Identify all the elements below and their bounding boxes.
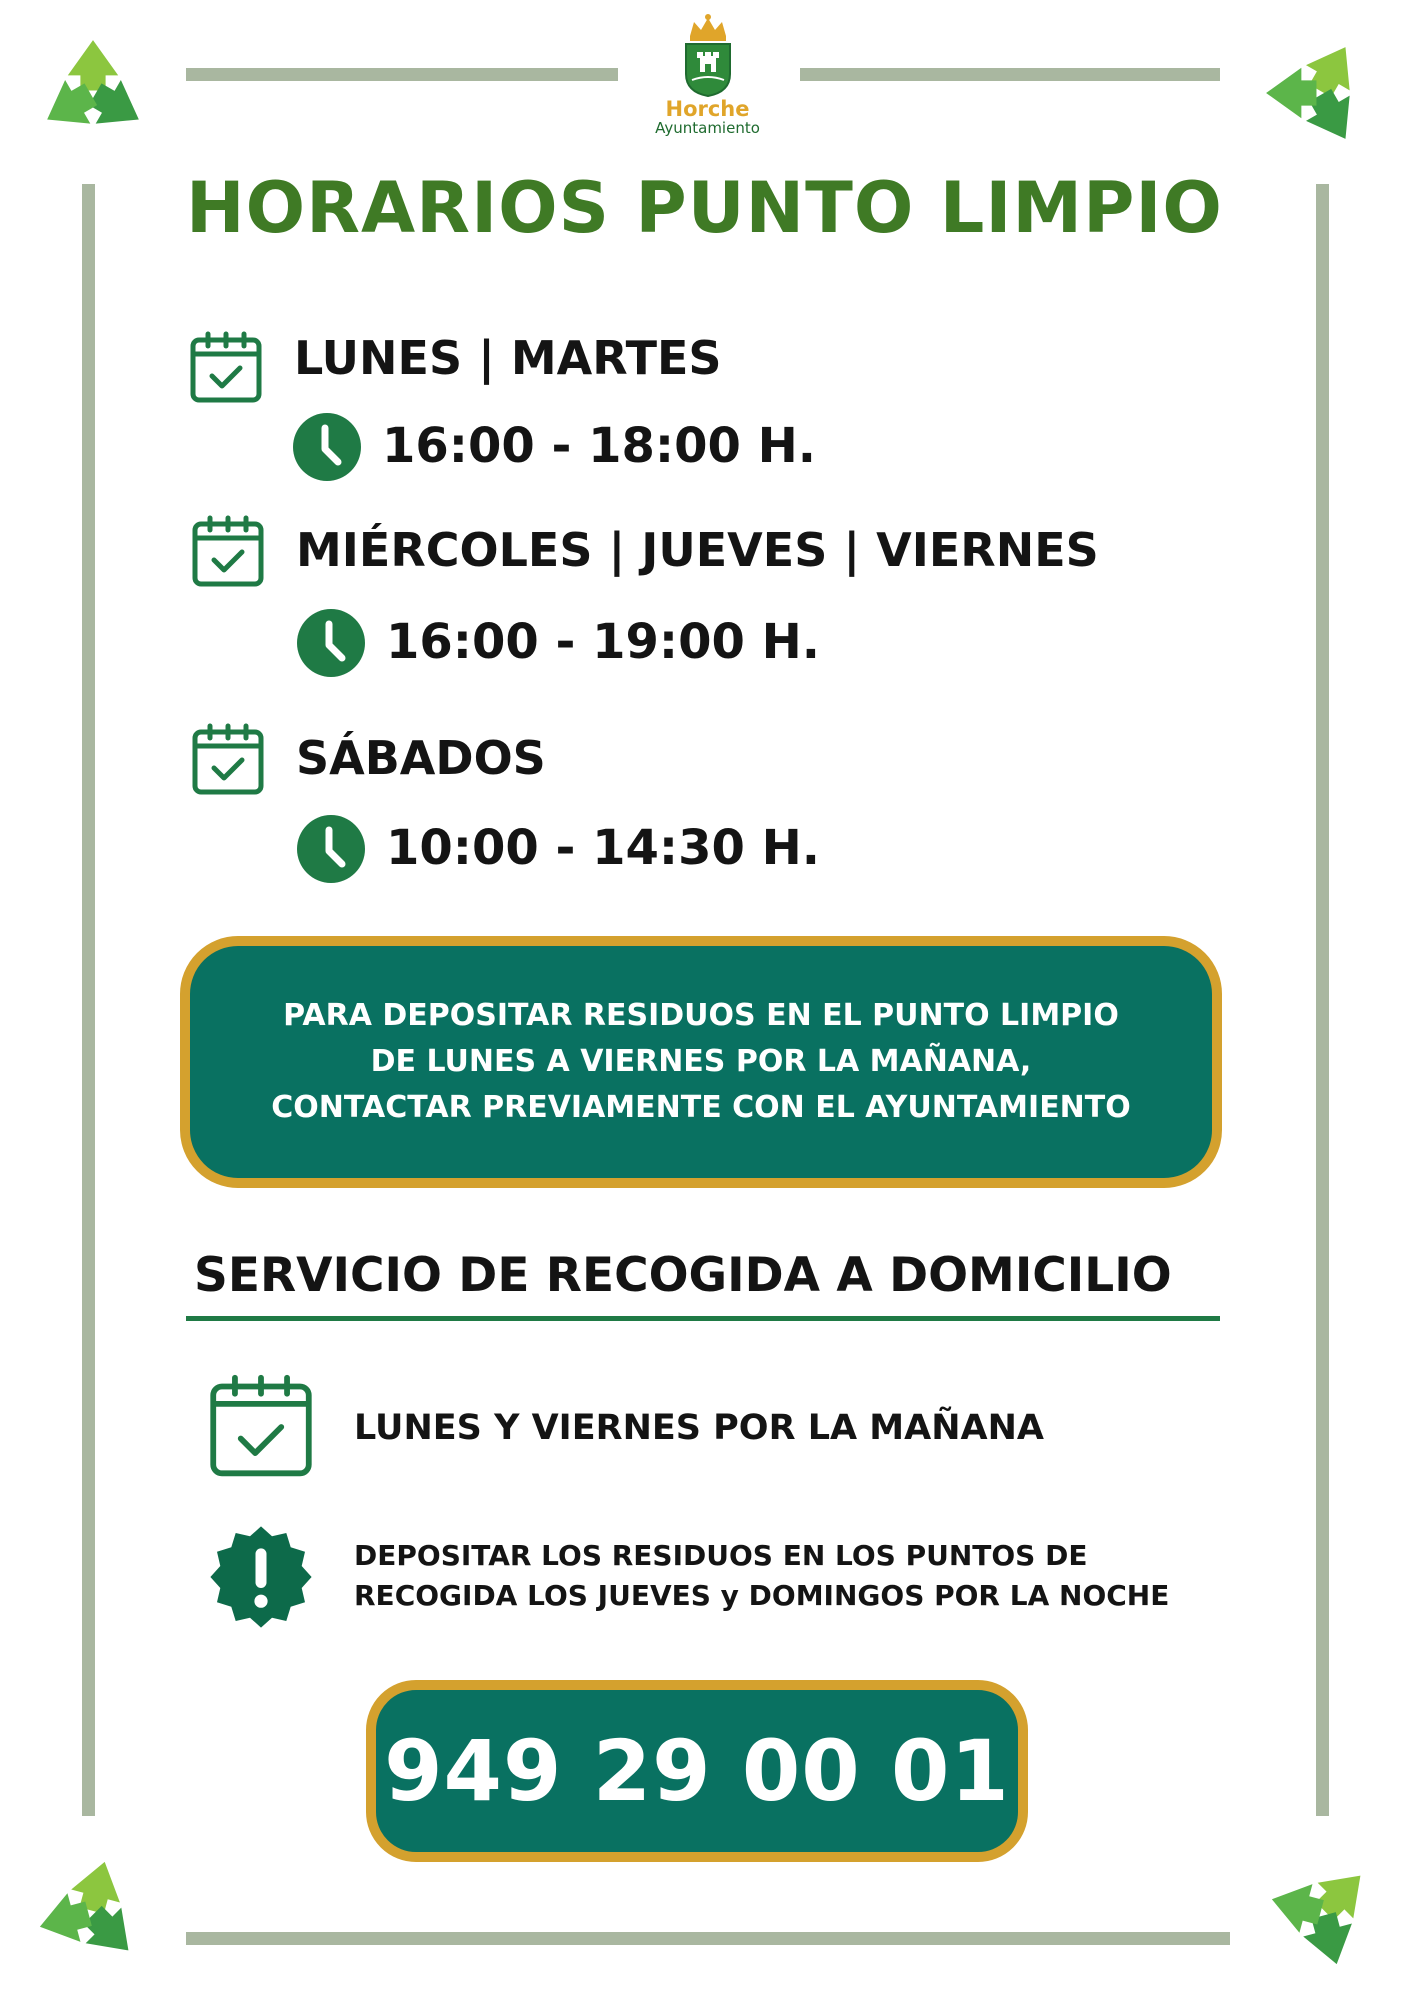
logo-name: Horche (665, 97, 750, 121)
notice-line: DE LUNES A VIERNES POR LA MAÑANA, (370, 1044, 1032, 1079)
schedule-hours: 16:00 - 18:00 H. (382, 418, 817, 474)
logo-subtitle: Ayuntamiento (655, 119, 760, 137)
section-title: SERVICIO DE RECOGIDA A DOMICILIO (194, 1248, 1172, 1303)
clock-icon (292, 412, 362, 482)
schedule-hours: 10:00 - 14:30 H. (386, 820, 821, 876)
notice-line: CONTACTAR PREVIAMENTE CON EL AYUNTAMIENTO (271, 1090, 1131, 1125)
frame-top-right (800, 68, 1220, 81)
frame-bottom (186, 1932, 1230, 1945)
calendar-check-icon (190, 514, 266, 590)
recycle-icon (28, 1850, 154, 1976)
section-divider (186, 1316, 1220, 1321)
frame-left (82, 184, 95, 1816)
schedule-days: MIÉRCOLES | JUEVES | VIERNES (296, 523, 1099, 577)
recycle-icon (1260, 1850, 1386, 1976)
calendar-check-icon (206, 1372, 316, 1482)
calendar-check-icon (190, 722, 266, 798)
recycle-icon (1256, 30, 1382, 156)
service-item-text: RECOGIDA LOS JUEVES y DOMINGOS POR LA NOCHE (354, 1579, 1170, 1612)
schedule-days: SÁBADOS (296, 731, 546, 785)
clock-icon (296, 814, 366, 884)
logo (640, 12, 775, 147)
page-title: HORARIOS PUNTO LIMPIO (186, 167, 1223, 249)
recycle-icon (30, 30, 156, 156)
notice-panel (180, 936, 1222, 1188)
phone-number: 949 29 00 01 (366, 1680, 1028, 1862)
horche-coat-of-arms-icon (680, 12, 736, 98)
alert-badge-icon (206, 1522, 316, 1632)
frame-right (1316, 184, 1329, 1816)
frame-top-left (186, 68, 618, 81)
schedule-hours: 16:00 - 19:00 H. (386, 614, 821, 670)
service-item-text: LUNES Y VIERNES POR LA MAÑANA (354, 1408, 1044, 1448)
calendar-check-icon (188, 330, 264, 406)
schedule-days: LUNES | MARTES (294, 331, 722, 385)
clock-icon (296, 608, 366, 678)
notice-line: PARA DEPOSITAR RESIDUOS EN EL PUNTO LIMPIO (283, 998, 1119, 1033)
service-item-text: DEPOSITAR LOS RESIDUOS EN LOS PUNTOS DE (354, 1539, 1088, 1572)
